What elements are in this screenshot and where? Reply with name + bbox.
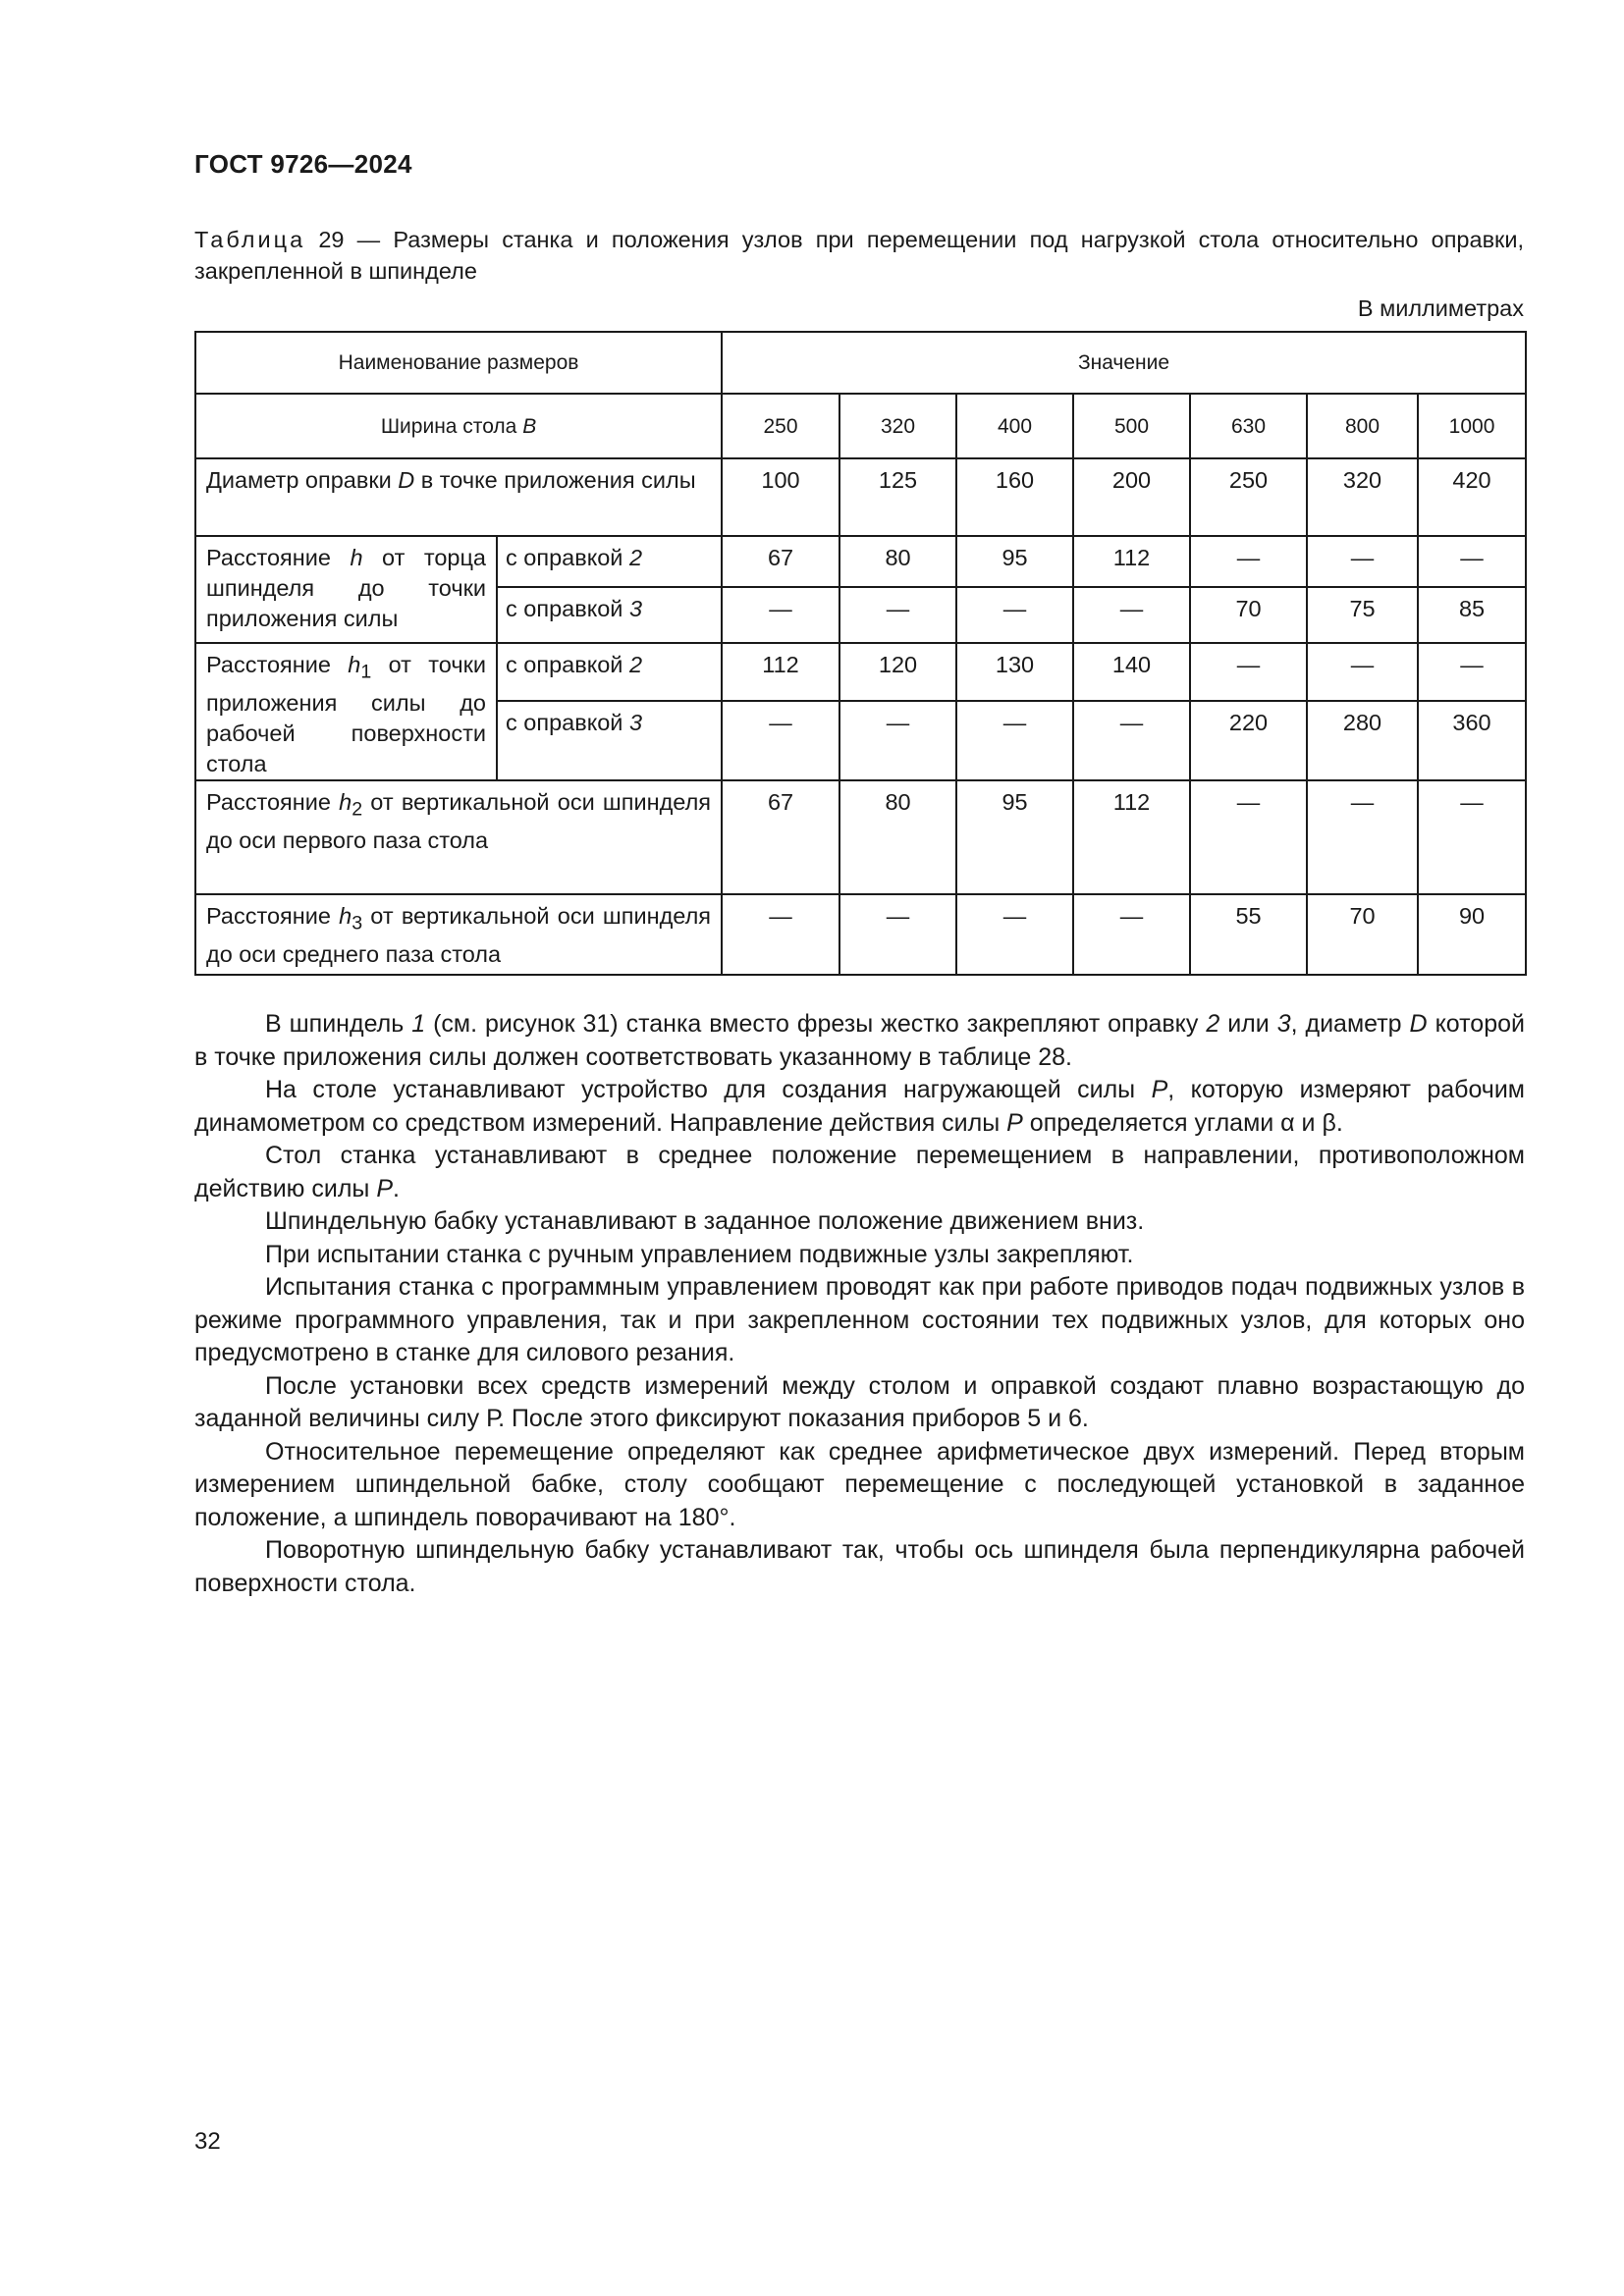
table-cell: — (1073, 587, 1190, 643)
table-cell: 420 (1418, 458, 1526, 536)
width-cell: 400 (956, 394, 1073, 458)
table-row-h3 (195, 894, 1526, 975)
table-cell: 130 (956, 643, 1073, 701)
h3-label: Расстояние $h_3$ от вертикальной оси шпинделя до оси среднего паза стола (195, 894, 722, 975)
table-header-row (195, 332, 1526, 394)
table-cell: — (839, 701, 956, 780)
caption-label: Таблица (194, 227, 306, 252)
table-width-row (195, 394, 1526, 458)
table-cell: 160 (956, 458, 1073, 536)
paragraph: При испытании станка с ручным управлением подвижные узлы закрепляют. (265, 1240, 1134, 1268)
table-cell: 112 (1073, 536, 1190, 587)
table-cell: 112 (1073, 780, 1190, 894)
h-sub-label-a: с оправкой 2 (497, 536, 722, 587)
table-cell: 125 (839, 458, 956, 536)
paragraph: Стол станка устанавливают в среднее положение перемещением в направлении, противоположном действию силы P. (194, 1142, 1525, 1202)
diameter-label: Диаметр оправки D в точке приложения силы (195, 458, 722, 536)
table-cell: 112 (722, 643, 839, 701)
units-note: В миллиметрах (1357, 295, 1524, 321)
table-cell: 95 (956, 536, 1073, 587)
table-cell: 55 (1190, 894, 1307, 975)
paragraph: После установки всех средств измерений между столом и оправкой создают плавно возрастающую до заданной величины силу Р. После этого фиксируют показания приборов 5 и 6. (194, 1371, 1525, 1432)
table-row-diameter (195, 458, 1526, 536)
paragraph: Относительное перемещение определяют как среднее арифметическое двух измерений. Перед вторым измерением шпиндельной бабке, столу сообщают перемещение с последующей установкой в заданное положение, а шпиндель поворачивают на 180°. (194, 1437, 1525, 1531)
body-text (194, 1008, 1525, 1600)
paragraph: Поворотную шпиндельную бабку устанавливают так, чтобы ось шпинделя была перпендикулярна рабочей поверхности стола. (194, 1536, 1525, 1597)
table-cell: 67 (722, 536, 839, 587)
table-cell: — (1190, 643, 1307, 701)
width-label: Ширина стола B (195, 394, 722, 458)
table-cell: 75 (1307, 587, 1418, 643)
width-cell: 630 (1190, 394, 1307, 458)
table-cell: 200 (1073, 458, 1190, 536)
paragraph: В шпиндель 1 (см. рисунок 31) станка вместо фрезы жестко закрепляют оправку 2 или 3, диаметр D которой в точке приложения силы должен соответствовать указанному в таблице 28. (194, 1010, 1525, 1071)
table-cell: 70 (1307, 894, 1418, 975)
table-cell: — (1307, 643, 1418, 701)
table-cell: — (722, 894, 839, 975)
table-row-h2 (195, 780, 1526, 894)
table-cell: — (839, 587, 956, 643)
page-number: 32 (194, 2128, 221, 2155)
table-cell: 90 (1418, 894, 1526, 975)
table-cell: — (956, 587, 1073, 643)
table-cell: 360 (1418, 701, 1526, 780)
table-cell: 100 (722, 458, 839, 536)
table-cell: 95 (956, 780, 1073, 894)
table-cell: 140 (1073, 643, 1190, 701)
table-cell: 67 (722, 780, 839, 894)
h1-sub-label-a: с оправкой 2 (497, 643, 722, 701)
width-cell: 800 (1307, 394, 1418, 458)
table-cell: 80 (839, 536, 956, 587)
table-cell: — (956, 894, 1073, 975)
table-cell: 250 (1190, 458, 1307, 536)
h1-sub-label-b: с оправкой 3 (497, 701, 722, 780)
table-cell: 85 (1418, 587, 1526, 643)
table-cell: 220 (1190, 701, 1307, 780)
table-cell: 280 (1307, 701, 1418, 780)
paragraph: Шпиндельную бабку устанавливают в заданное положение движением вниз. (265, 1207, 1145, 1235)
paragraph: Испытания станка с программным управлением проводят как при работе приводов подач подвижных узлов в режиме программного управления, так и при закрепленном состоянии тех подвижных узлов, для которых оно предусмотрено в станке для силового резания. (194, 1273, 1525, 1366)
h-sub-label-b: с оправкой 3 (497, 587, 722, 643)
width-cell: 500 (1073, 394, 1190, 458)
table-cell: 80 (839, 780, 956, 894)
table-cell: — (1190, 780, 1307, 894)
width-cell: 320 (839, 394, 956, 458)
width-cell: 1000 (1418, 394, 1526, 458)
h1-label: Расстояние $h_1$ от точки приложения силы до рабочей поверхности стола (195, 643, 497, 780)
h2-label: Расстояние $h_2$ от вертикальной оси шпинделя до оси первого паза стола (195, 780, 722, 894)
table-cell: — (956, 701, 1073, 780)
table-cell: — (722, 701, 839, 780)
table-cell: 70 (1190, 587, 1307, 643)
paragraph: На столе устанавливают устройство для создания нагружающей силы P, которую измеряют рабочим динамометром со средством измерений. Направление действия силы P определяется углами α и β. (194, 1076, 1525, 1137)
table-cell: — (1307, 536, 1418, 587)
width-cell: 250 (722, 394, 839, 458)
table-cell: — (1418, 780, 1526, 894)
table-cell: — (1307, 780, 1418, 894)
table-row-h-mandrel-2 (195, 536, 1526, 587)
table-cell: — (839, 894, 956, 975)
caption-text: 29 — Размеры станка и положения узлов при перемещении под нагрузкой стола относительно оправки, закрепленной в шпинделе (194, 227, 1524, 284)
table-cell: — (722, 587, 839, 643)
table-cell: — (1190, 536, 1307, 587)
table-row-h1-mandrel-2 (195, 643, 1526, 701)
document-header: ГОСТ 9726—2024 (194, 149, 412, 179)
h-label: Расстояние h от торца шпинделя до точки приложения силы (195, 536, 497, 643)
table-cell: 120 (839, 643, 956, 701)
table-cell: — (1073, 701, 1190, 780)
col-name-header: Наименование размеров (195, 332, 722, 394)
table-cell: 320 (1307, 458, 1418, 536)
col-value-header: Значение (722, 332, 1526, 394)
table-cell: — (1073, 894, 1190, 975)
table-cell: — (1418, 536, 1526, 587)
table-cell: — (1418, 643, 1526, 701)
table-caption (194, 224, 1524, 287)
dimensions-table (194, 331, 1527, 976)
